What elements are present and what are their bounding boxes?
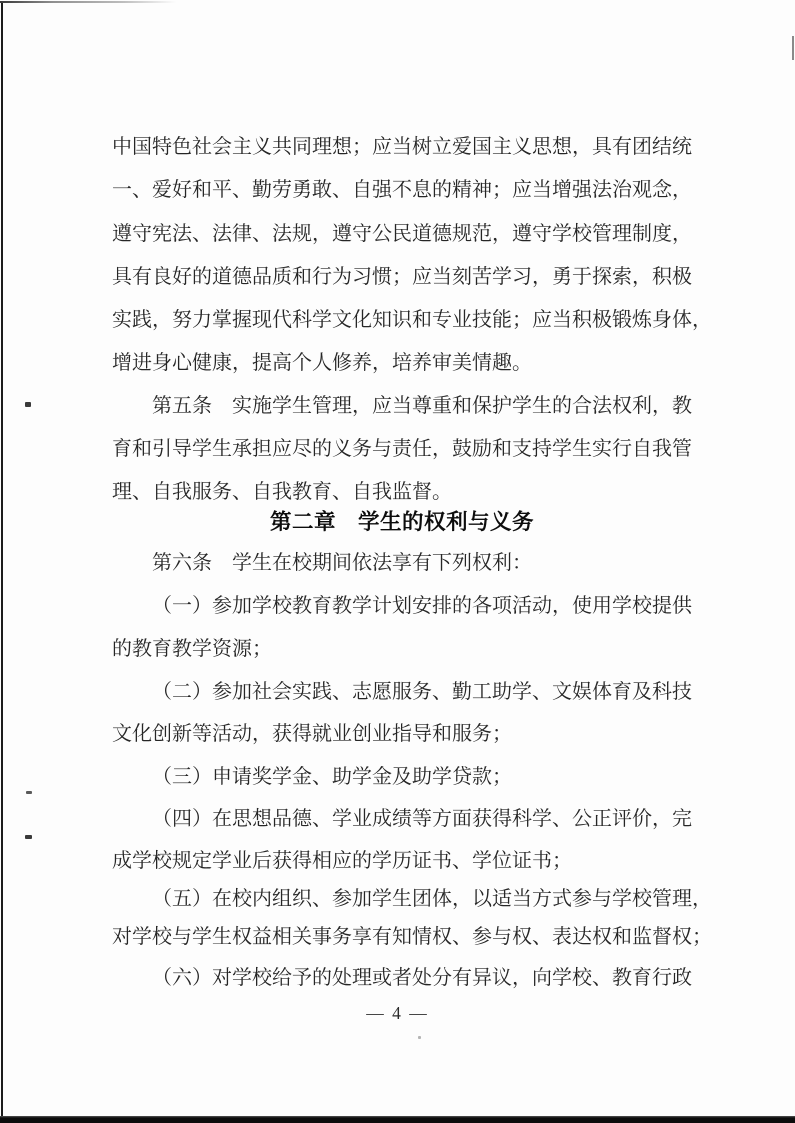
- text-line: （三）申请奖学金、助学金及助学贷款；: [152, 766, 512, 788]
- text-line: （一）参加学校教育教学计划安排的各项活动，使用学校提供: [152, 595, 692, 617]
- text-line: 实践，努力掌握现代科学文化知识和专业技能；应当积极锻炼身体，: [112, 309, 712, 331]
- text-line: 对学校与学生权益相关事务享有知情权、参与权、表达权和监督权；: [112, 926, 712, 948]
- text-line: 育和引导学生承担应尽的义务与责任，鼓励和支持学生实行自我管: [112, 438, 692, 460]
- scan-speck: [25, 835, 32, 839]
- text-line: （六）对学校给予的处理或者处分有异议，向学校、教育行政: [152, 967, 692, 989]
- scan-speck: [418, 1036, 421, 1039]
- text-line: 第五条 实施学生管理，应当尊重和保护学生的合法权利，教: [152, 395, 692, 417]
- text-line: 的教育教学资源；: [112, 638, 272, 660]
- text-line: 增进身心健康，提高个人修养，培养审美情趣。: [112, 352, 532, 374]
- scan-speck: [25, 402, 31, 407]
- text-line: （四）在思想品德、学业成绩等方面获得科学、公正评价，完: [152, 808, 692, 830]
- text-line: 文化创新等活动，获得就业创业指导和服务；: [112, 723, 512, 745]
- page-number: — 4 —: [366, 1003, 429, 1023]
- text-line: 中国特色社会主义共同理想；应当树立爱国主义思想，具有团结统: [112, 136, 692, 158]
- scan-edge-left: [1, 3, 3, 1119]
- scan-speck: [26, 791, 32, 794]
- chapter-heading: 第二章 学生的权利与义务: [269, 510, 534, 534]
- text-line: 理、自我服务、自我教育、自我监督。: [112, 481, 452, 503]
- text-line: 第六条 学生在校期间依法享有下列权利：: [152, 552, 532, 574]
- text-line: 成学校规定学业后获得相应的学历证书、学位证书；: [112, 850, 572, 872]
- text-line: 一、爱好和平、勤劳勇敢、自强不息的精神；应当增强法治观念，: [112, 179, 692, 201]
- text-line: （二）参加社会实践、志愿服务、勤工助学、文娱体育及科技: [152, 681, 692, 703]
- scan-edge-bottom: [0, 1116, 795, 1123]
- text-line: （五）在校内组织、参加学生团体，以适当方式参与学校管理，: [152, 888, 712, 910]
- scan-edge-top: [0, 1, 176, 3]
- text-line: 具有良好的道德品质和行为习惯；应当刻苦学习，勇于探索，积极: [112, 266, 692, 288]
- text-line: 遵守宪法、法律、法规，遵守公民道德规范，遵守学校管理制度，: [112, 223, 692, 245]
- scan-edge-right-tick: [792, 36, 794, 60]
